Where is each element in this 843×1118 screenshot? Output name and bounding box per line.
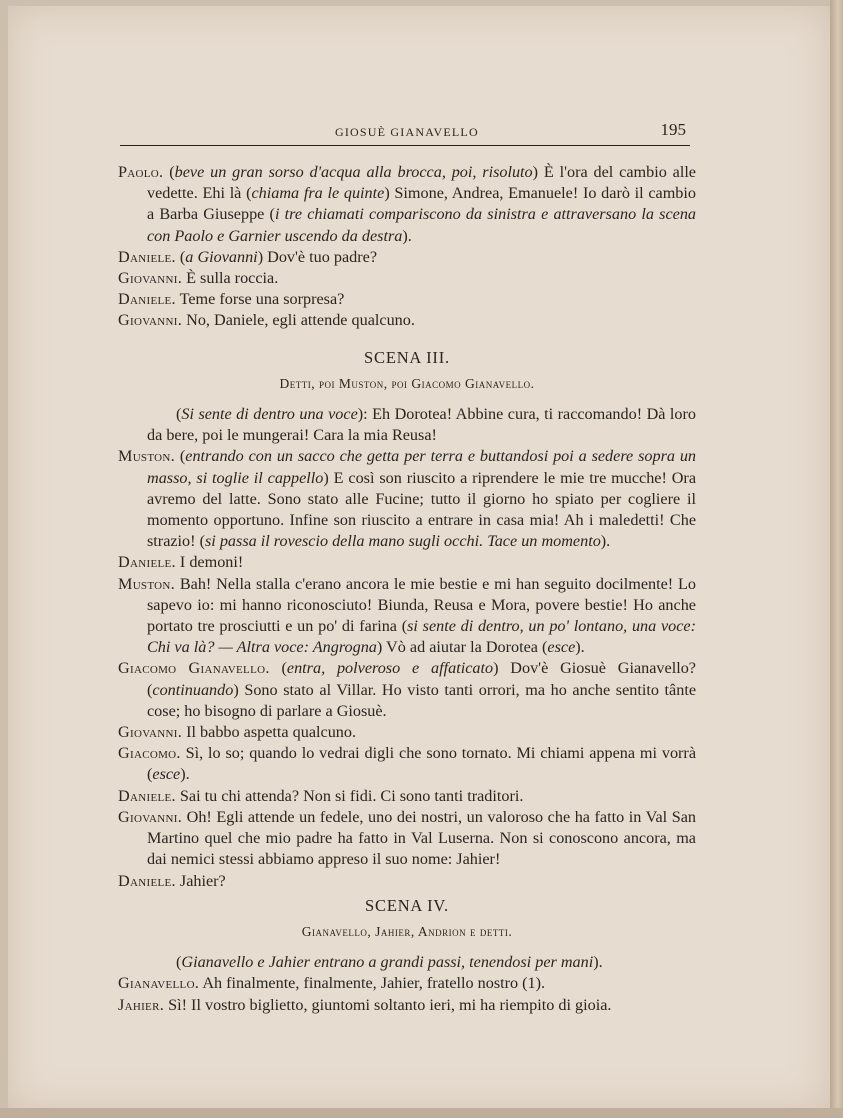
dialogue-text: Ah finalmente, finalmente, Jahier, fratello nostro (1). xyxy=(199,974,546,993)
dialogue-text: Oh! Egli attende un fedele, uno dei nostri, un valoroso che ha fatto in Val San Martino quel che mio padre ha fatto in Val Luserna. Non si conoscono ancora, ma dai nemici stessi abbiamo appreso il suo nome: Jahier! xyxy=(147,807,696,869)
speaker-name: Paolo. xyxy=(118,163,164,181)
speech-line xyxy=(118,871,696,892)
dialogue-text: ( xyxy=(175,247,186,266)
dialogue-text: Sì! Il vostro biglietto, giuntomi soltanto ieri, mi ha riempito di gioia. xyxy=(164,995,612,1014)
dialogue-text: ) Simone, Andrea, Emanuele! Io darò il cambio a Barba Giuseppe ( xyxy=(147,184,696,224)
dialogue-text: ) Vò ad aiutar la Dorotea ( xyxy=(376,638,548,657)
running-head xyxy=(120,121,690,146)
speech-line xyxy=(118,995,696,1016)
dialogue-text: Sì, lo so; quando lo vedrai digli che sono tornato. Mi chiami appena mi vorrà ( xyxy=(147,744,696,784)
dialogue-text: Bah! Nella stalla c'erano ancora le mie bestie e mi han seguito docilmente! Lo sapevo io: mi hanno riconosciuto! Biunda, Reusa e Mora, povere bestie! Ho anche portato tre prosciutti e un po' di farina ( xyxy=(147,574,696,636)
speaker-name: Muston. xyxy=(118,574,176,593)
dialogue-text: ). xyxy=(402,226,412,245)
stage-direction-text: i tre chiamati compariscono da sinistra e attraversano la scena con Paolo e Garnier uscendo da destra xyxy=(147,205,696,245)
dialogue-text: ) È l'ora del cambio alle vedette. Ehi là ( xyxy=(147,163,696,203)
dialogue-text: ): Eh Dorotea! Abbine cura, ti raccomando! Dà loro da bere, poi le mungerai! Cara la mia Reusa! xyxy=(147,405,696,445)
dialogue-text: Il babbo aspetta qualcuno. xyxy=(182,723,357,742)
stage-direction-text: continuando xyxy=(152,680,234,699)
dialogue-text: ( xyxy=(163,163,175,181)
speaker-name: Daniele. xyxy=(118,553,176,572)
speaker-name: Daniele. xyxy=(118,290,176,309)
speaker-name: Muston. xyxy=(118,447,176,466)
dialogue-text: ) Dov'è Giosuè Gianavello? ( xyxy=(147,659,696,699)
speech-line xyxy=(118,289,696,310)
dialogue-text: ( xyxy=(176,405,182,424)
stage-direction-text: a Giovanni xyxy=(185,247,258,266)
dialogue-text: No, Daniele, egli attende qualcuno. xyxy=(182,311,415,330)
speaker-name: Giacomo. xyxy=(118,744,181,763)
stage-direction-text: Gianavello e Jahier entrano a grandi passi, tenendosi per mani xyxy=(181,953,594,972)
dialogue-text: Teme forse una sorpresa? xyxy=(175,290,345,309)
dialogue-text: ( xyxy=(176,953,182,972)
play-text xyxy=(118,162,696,1016)
speech-line xyxy=(118,247,696,268)
speech-line xyxy=(118,162,696,247)
book-page xyxy=(8,6,830,1112)
speech-line xyxy=(118,807,696,871)
stage-direction-text: si sente di dentro, un po' lontano, una voce: Chi va là? — Altra voce: Angrogna xyxy=(147,617,696,657)
speaker-name: Giovanni. xyxy=(118,723,183,742)
dialogue-text: ) Dov'è tuo padre? xyxy=(257,247,378,266)
dialogue-text: I demoni! xyxy=(175,553,244,572)
dialogue-text: ( xyxy=(269,659,287,678)
dialogue-text: ). xyxy=(600,532,611,551)
scene-characters: Detti, poi Muston, poi Giacomo Gianavello. xyxy=(279,375,535,391)
speaker-name: Giacomo Gianavello. xyxy=(118,659,270,678)
dialogue-text: Sai tu chi attenda? Non si fidi. Ci sono tanti traditori. xyxy=(175,786,524,805)
stage-direction-text: esce xyxy=(152,765,181,784)
speaker-name: Giovanni. xyxy=(118,269,183,288)
stage-direction xyxy=(118,404,696,446)
speaker-name: Daniele. xyxy=(118,786,176,805)
stage-direction-text: si passa il rovescio della mano sugli occhi. Tace un momento xyxy=(204,532,601,551)
stage-direction-text: entra, polveroso e affaticato xyxy=(286,659,494,678)
dialogue-text: È sulla roccia. xyxy=(182,269,279,288)
speech-line xyxy=(118,552,696,573)
speech-line xyxy=(118,268,696,289)
speech-line xyxy=(118,574,696,659)
stage-direction-text: esce xyxy=(547,638,576,657)
dialogue-text: ). xyxy=(593,953,603,972)
speech-line xyxy=(118,722,696,743)
speaker-name: Giovanni. xyxy=(118,311,183,330)
scene-heading: SCENA IV. xyxy=(365,895,449,915)
speech-line xyxy=(118,310,696,331)
dialogue-text: ) Sono stato al Villar. Ho visto tanti orrori, ma ho anche sentito tânte cose; ho bisogno di parlare a Giosuè. xyxy=(147,680,696,720)
running-title: GIOSUÈ GIANAVELLO xyxy=(335,125,479,139)
dialogue-text: ) E così son riuscito a riprendere le mie tre mucche! Ora avremo del latte. Sono stato alle Fucine; tutto il giorno ho spiato per cogliere il momento opportuno. Infine son riuscito a entrare in casa mia! Ah i maledetti! Che strazio! ( xyxy=(147,468,697,551)
scene-heading: SCENA III. xyxy=(364,347,450,367)
speaker-name: Daniele. xyxy=(118,871,176,890)
page-edge-bottom xyxy=(0,1108,843,1118)
speaker-name: Gianavello. xyxy=(118,974,200,993)
dialogue-text: Jahier? xyxy=(175,871,226,890)
speaker-name: Daniele. xyxy=(118,247,176,266)
dialogue-text: ( xyxy=(175,447,186,466)
scene-characters: Gianavello, Jahier, Andrion e detti. xyxy=(301,923,513,939)
page-edge xyxy=(830,0,843,1118)
speech-line xyxy=(118,446,696,552)
dialogue-text: ). xyxy=(575,638,585,657)
stage-direction xyxy=(118,952,696,973)
stage-direction-text: entrando con un sacco che getta per terra e buttandosi poi a sedere sopra un masso, si toglie il cappello xyxy=(147,447,697,487)
dialogue-text: ). xyxy=(180,765,190,784)
speech-line xyxy=(118,658,696,722)
speech-line xyxy=(118,743,696,785)
speaker-name: Jahier. xyxy=(118,995,165,1014)
speech-line xyxy=(118,973,696,994)
stage-direction-text: beve un gran sorso d'acqua alla brocca, poi, risoluto xyxy=(174,163,533,181)
speaker-name: Giovanni. xyxy=(118,807,183,826)
speech-line xyxy=(118,786,696,807)
page-number: 195 xyxy=(660,120,686,139)
stage-direction-text: chiama fra le quinte xyxy=(251,184,385,203)
stage-direction-text: Si sente di dentro una voce xyxy=(181,405,358,424)
